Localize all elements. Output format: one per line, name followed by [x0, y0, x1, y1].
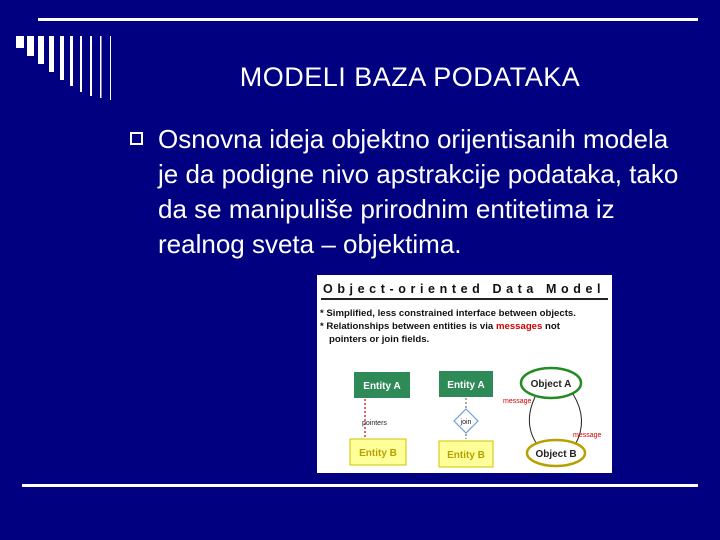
figure-bullet-2-prefix: * Relationships between entities is via	[320, 321, 496, 332]
slide-title: MODELI BAZA PODATAKA	[239, 62, 581, 92]
message-label-1: message	[503, 398, 532, 405]
message-label-2: message	[573, 432, 602, 439]
figure-title: Object-oriented Data Model	[323, 282, 606, 296]
bullet-text: Osnovna ideja objektno orijentisanih modela je da podigne nivo apstrakcije podataka, tako da se manipuliše prirodnim entitetima iz realnog sveta – objektima.	[158, 124, 679, 259]
join-label: join	[460, 419, 472, 426]
oo-data-model-figure	[317, 275, 612, 473]
decorative-bars	[0, 0, 140, 100]
figure-bullet-2-suffix: not	[542, 321, 560, 332]
bottom-rule	[22, 484, 698, 487]
figure-bullet-2-accent: messages	[495, 321, 543, 332]
pointers-label: pointers	[362, 420, 387, 427]
model-diagram	[317, 275, 612, 473]
entity-a-label-1: Entity A	[363, 381, 401, 392]
entity-b-label-1: Entity B	[359, 448, 397, 459]
figure-bullet-2-cont: pointers or join fields.	[329, 334, 430, 345]
figure-bullet-1: * Simplified, less constrained interface between objects.	[320, 308, 576, 319]
object-b-label: Object B	[535, 449, 577, 460]
bullet-item	[130, 122, 690, 262]
entity-a-label-2: Entity A	[447, 380, 485, 391]
entity-b-label-2: Entity B	[447, 450, 485, 461]
object-a-label: Object A	[530, 379, 572, 390]
square-bullet-icon	[130, 132, 143, 145]
